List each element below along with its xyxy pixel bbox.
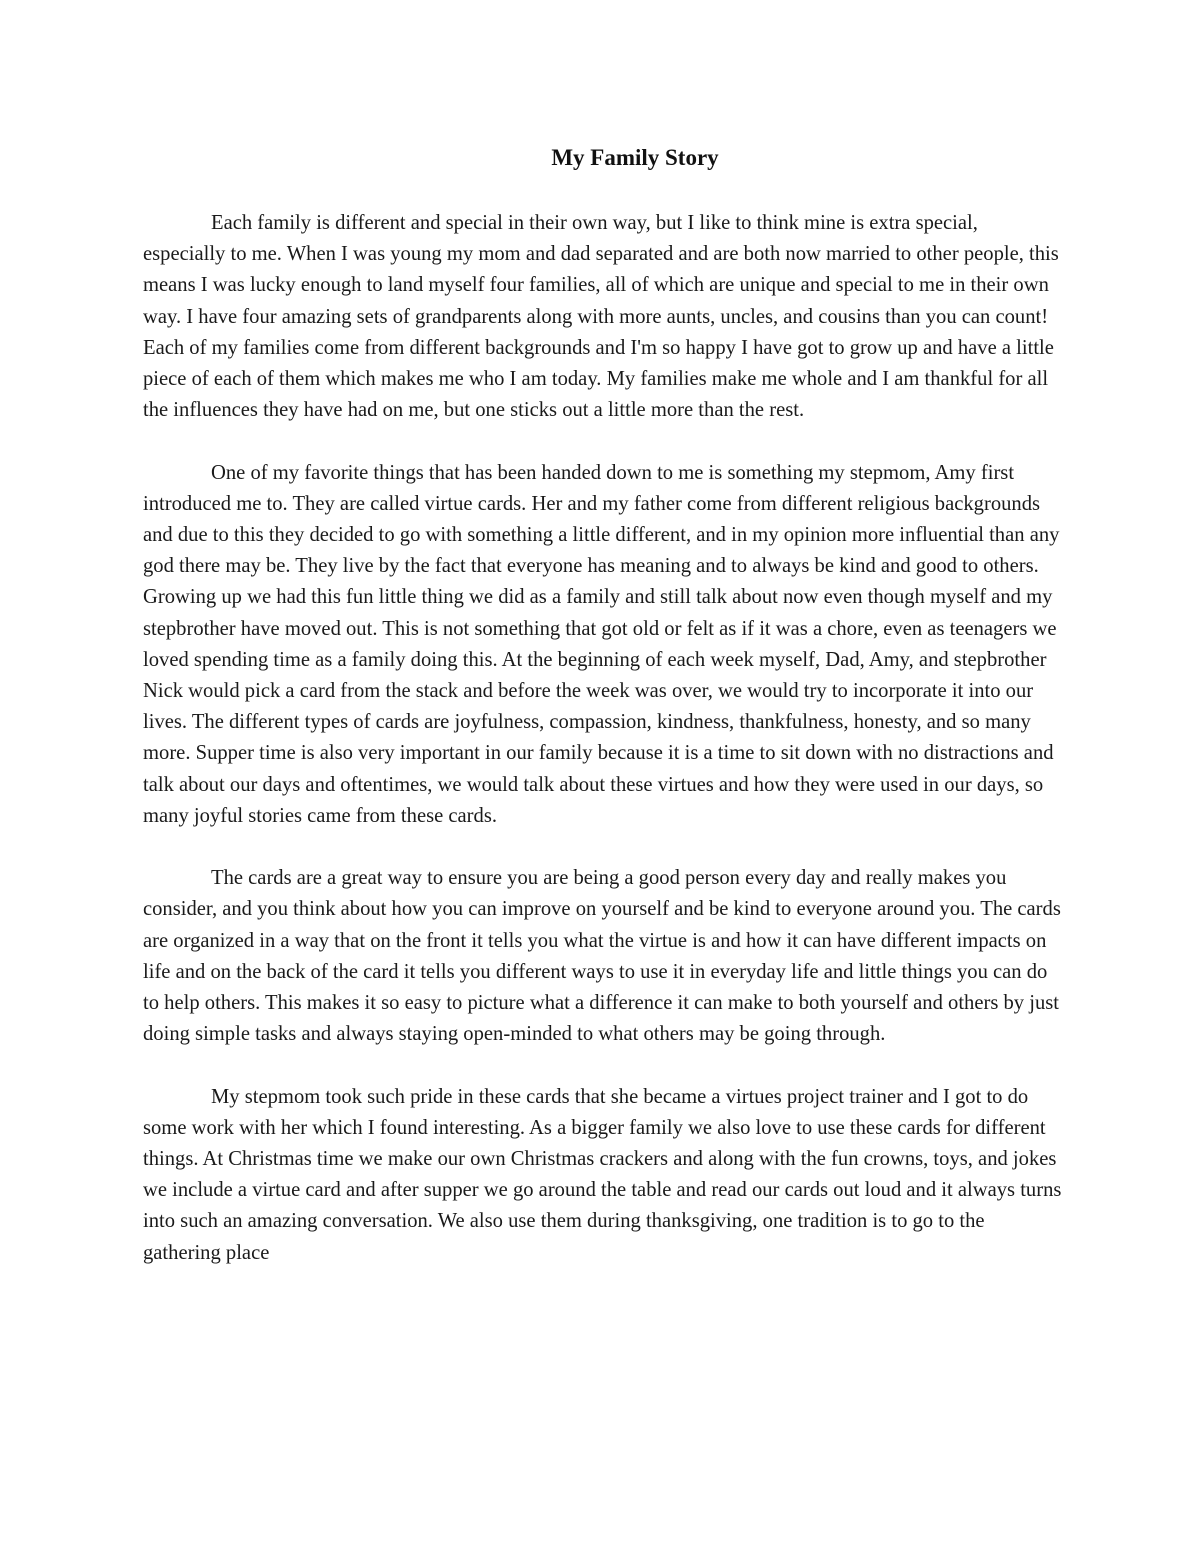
paragraph-2: One of my favorite things that has been handed down to me is something my stepmom, Amy first introduced me to. They are called virtue cards. Her and my father come from different religious backgrounds and due to this they decided to go with something a little different, and in my opinion more influential than any god there may be. They live by the fact that everyone has meaning and to always be kind and good to others. Growing up we had this fun little thing we did as a family and still talk about now even though myself and my stepbrother have moved out. This is not something that got old or felt as if it was a chore, even as teenagers we loved spending time as a family doing this. At the beginning of each week myself, Dad, Amy, and stepbrother Nick would pick a card from the stack and before the week was over, we would try to incorporate it into our lives. The different types of cards are joyfulness, compassion, kindness, thankfulness, honesty, and so many more. Supper time is also very important in our family because it is a time to sit down with no distractions and talk about our days and oftentimes, we would talk about these virtues and how they were used in our days, so many joyful stories came from these cards. bbox=[143, 461, 1060, 827]
paragraph-4: My stepmom took such pride in these cards that she became a virtues project trainer and I got to do some work with her which I found interesting. As a bigger family we also love to use these cards for different things. At Christmas time we make our own Christmas crackers and along with the fun crowns, toys, and jokes we include a virtue card and after supper we go around the table and read our cards out loud and it always turns into such an amazing conversation. We also use them during thanksgiving, one tradition is to go to the gathering place bbox=[143, 1085, 1062, 1264]
document-title: My Family Story bbox=[551, 145, 719, 170]
paragraph-1: Each family is different and special in their own way, but I like to think mine is extra special, especially to me. When I was young my mom and dad separated and are both now married to other people, this means I was lucky enough to land myself four families, all of which are unique and special to me in their own way. I have four amazing sets of grandparents along with more aunts, uncles, and cousins than you can count! Each of my families come from different backgrounds and I'm so happy I have got to grow up and have a little piece of each of them which makes me who I am today. My families make me whole and I am thankful for all the influences they have had on me, but one sticks out a little more than the rest. bbox=[143, 212, 1059, 422]
paragraph-3: The cards are a great way to ensure you are being a good person every day and really makes you consider, and you think about how you can improve on yourself and be kind to everyone around you. The cards are organized in a way that on the front it tells you what the virtue is and how it can have different impacts on life and on the back of the card it tells you different ways to use it in everyday life and little things you can do to help others. This makes it so easy to picture what a difference it can make to both yourself and others by just doing simple tasks and always staying open-minded to what others may be going through. bbox=[143, 867, 1061, 1046]
document-body bbox=[143, 208, 1063, 1269]
